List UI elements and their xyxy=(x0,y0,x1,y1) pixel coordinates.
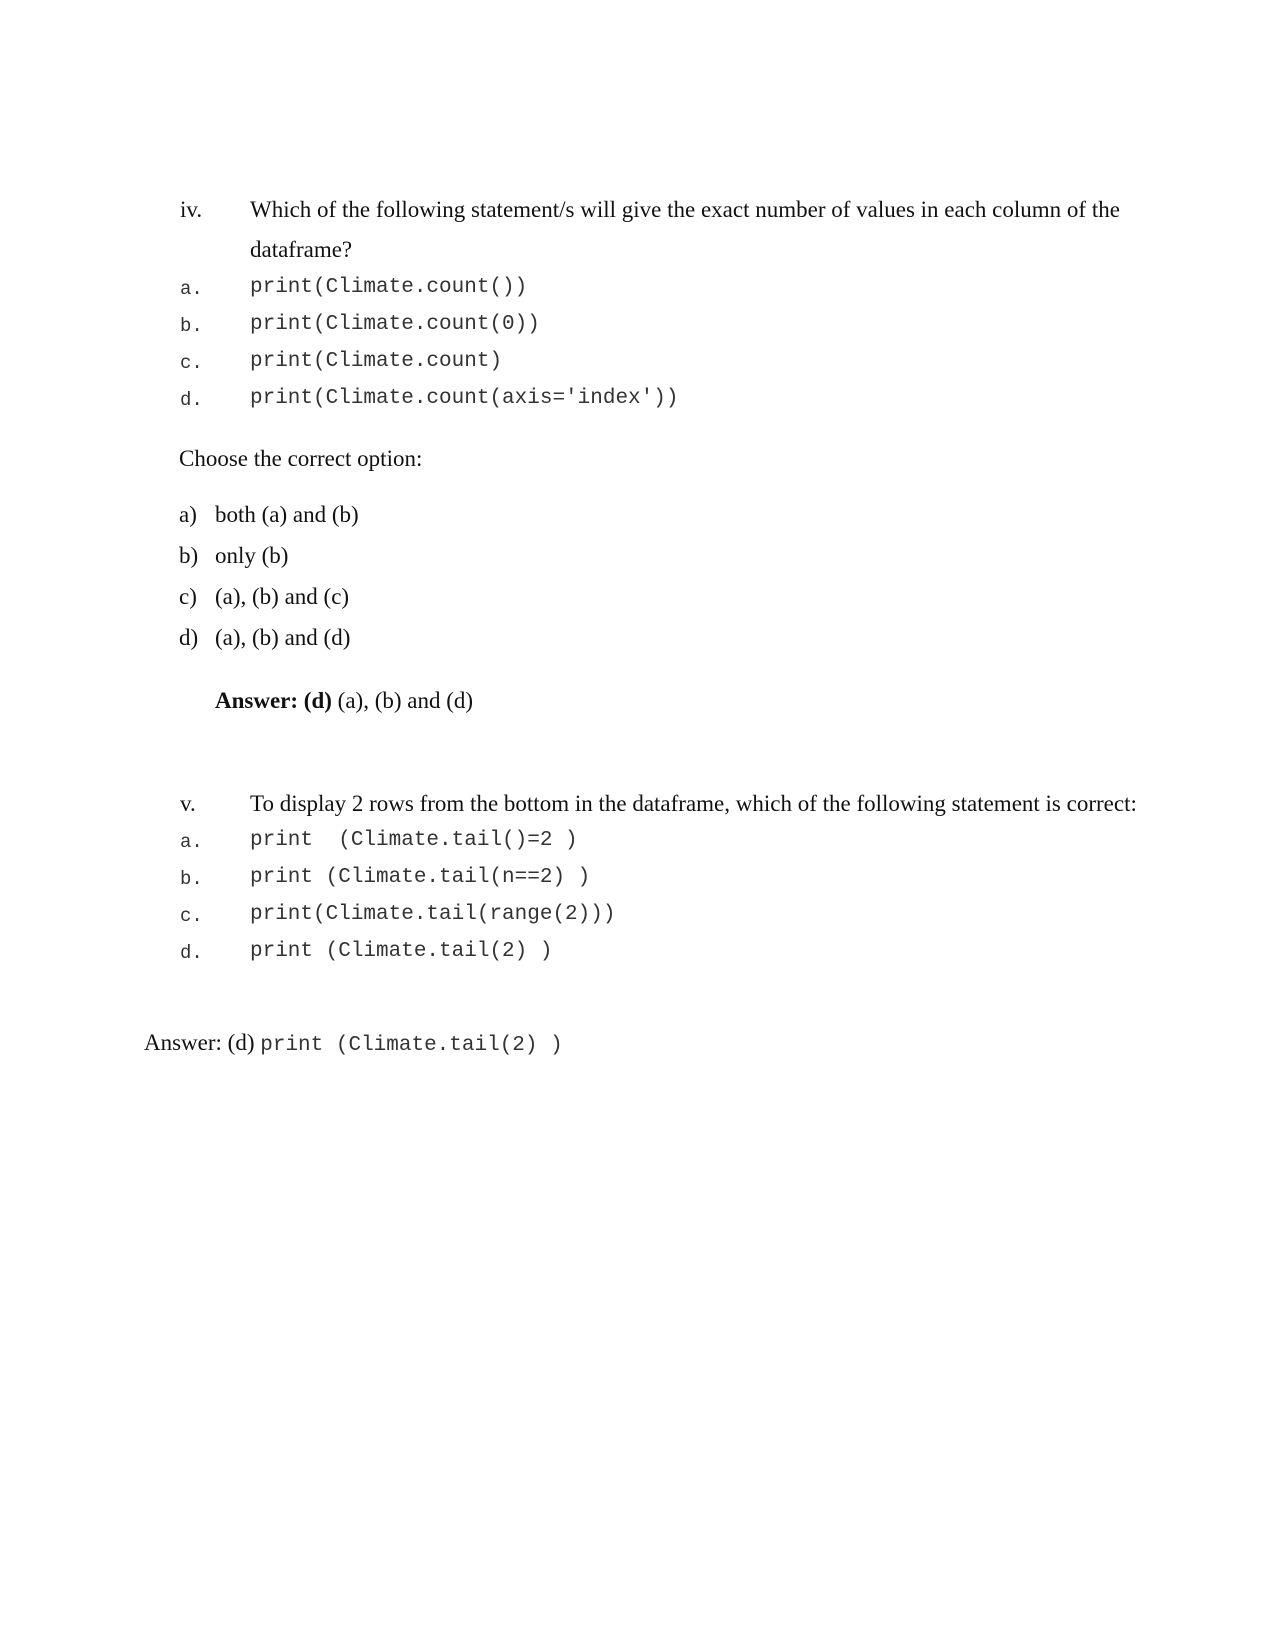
choice-text: (a), (b) and (c) xyxy=(215,584,350,609)
option-letter: d. xyxy=(180,942,203,964)
choice-letter: d) xyxy=(179,625,199,650)
option-letter: b. xyxy=(180,868,203,890)
choose-prompt: Choose the correct option: xyxy=(179,446,423,471)
choice-text: (a), (b) and (d) xyxy=(215,625,351,650)
option-code: print(Climate.count()) xyxy=(250,276,528,299)
option-code: print(Climate.count(0)) xyxy=(250,313,540,336)
option-letter: c. xyxy=(180,905,203,927)
option-code: print(Climate.count(axis='index')) xyxy=(250,387,679,410)
option-letter: d. xyxy=(180,389,203,411)
choice-letter: a) xyxy=(179,502,197,527)
option-code: print(Climate.tail(range(2))) xyxy=(250,903,616,926)
option-code: print (Climate.tail(n==2) ) xyxy=(250,866,591,889)
option-letter: b. xyxy=(180,315,203,337)
answer-line xyxy=(215,687,473,715)
option-letter: a. xyxy=(180,278,203,300)
option-letter: a. xyxy=(180,831,203,853)
option-code: print(Climate.count) xyxy=(250,350,503,373)
answer-code: print (Climate.tail(2) ) xyxy=(260,1034,563,1057)
choice-text: only (b) xyxy=(215,543,289,568)
question-text-line1: Which of the following statement/s will give the exact number of values in each column of the xyxy=(250,197,1120,222)
question-number: v. xyxy=(180,791,196,816)
choice-letter: b) xyxy=(179,543,199,568)
answer-text: (a), (b) and (d) xyxy=(331,688,474,713)
choice-letter: c) xyxy=(179,584,197,609)
question-text: To display 2 rows from the bottom in the dataframe, which of the following statement is correct: xyxy=(250,791,1137,816)
answer-label: Answer: xyxy=(215,688,299,713)
option-code: print (Climate.tail(2) ) xyxy=(250,940,553,963)
answer-label: Answer: (d) xyxy=(144,1030,261,1055)
question-text-line2: dataframe? xyxy=(250,237,353,262)
option-code: print (Climate.tail()=2 ) xyxy=(250,829,578,852)
option-letter: c. xyxy=(180,352,203,374)
answer-line xyxy=(144,1029,563,1059)
answer-letter: (d) xyxy=(303,688,332,713)
choice-text: both (a) and (b) xyxy=(215,502,359,527)
question-number: iv. xyxy=(180,197,203,222)
